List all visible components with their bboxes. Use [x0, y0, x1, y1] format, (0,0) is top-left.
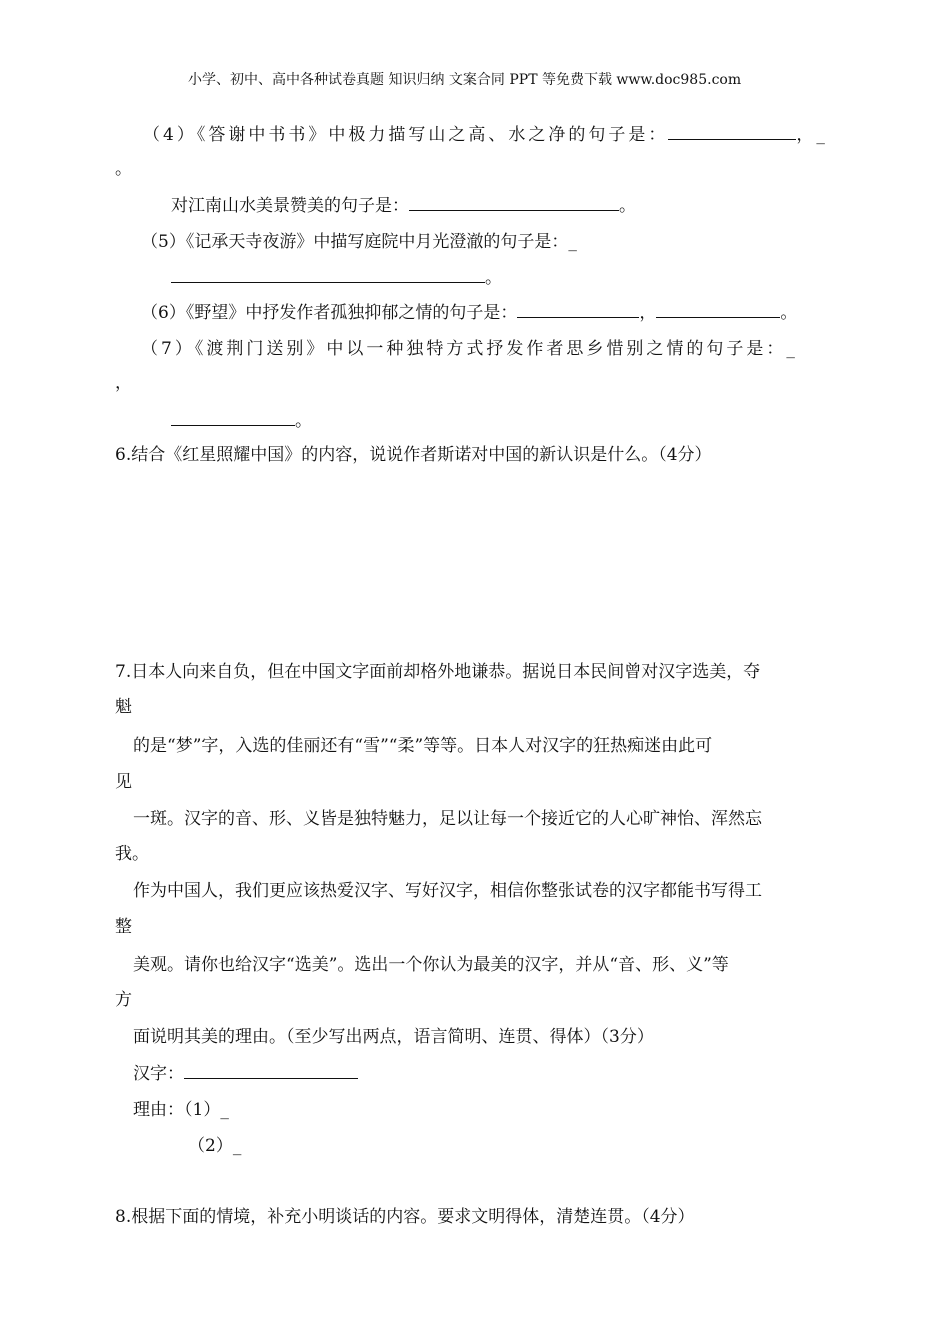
q7-line: 的是“梦”字，入选的佳丽还有“雪”“柔”等等。日本人对汉字的狂热痴迷由此可 — [133, 736, 713, 756]
period: 。 — [780, 303, 798, 323]
period: 。 — [295, 411, 312, 431]
q5-item4-prompt: （4）《答谢中书书》中极力描写山之高、水之净的句子是： — [143, 125, 669, 145]
q5-item4-tail: _ — [816, 125, 828, 145]
hanzi-answer-blank[interactable] — [184, 1064, 358, 1079]
q7-reason2: （2）_ — [188, 1136, 242, 1156]
q5-item7-answer — [171, 410, 312, 432]
q5-item5: （5）《记承天寺夜游》中描写庭院中月光澄澈的句子是：_ — [141, 232, 577, 252]
q7-line: 一斑。汉字的音、形、义皆是独特魅力，足以让每一个接近它的人心旷神怡、浑然忘 — [133, 809, 762, 829]
q5-item4-sub-prompt: 对江南山水美景赞美的句子是： — [171, 196, 409, 216]
answer-blank[interactable] — [668, 125, 796, 140]
page-header: 小学、初中、高中各种试卷真题 知识归纳 文案合同 PPT 等免费下载 www.doc985.com — [188, 72, 742, 88]
q7-line: 7.日本人向来自负，但在中国文字面前却格外地谦恭。据说日本民间曾对汉字选美，夺 — [115, 662, 761, 682]
q7-line: 整 — [115, 917, 132, 937]
answer-blank[interactable] — [171, 411, 295, 426]
q5-item4-sub — [171, 195, 636, 217]
comma: ， — [639, 303, 657, 323]
q7-line: 方 — [115, 990, 132, 1010]
hanzi-label: 汉字： — [133, 1064, 184, 1084]
q8-text: 8.根据下面的情境，补充小明谈话的内容。要求文明得体，清楚连贯。（4分） — [115, 1207, 695, 1227]
q7-line: 我。 — [115, 844, 149, 864]
answer-blank[interactable] — [656, 303, 780, 318]
q5-item4 — [143, 124, 828, 146]
q5-item4-end: 。 — [115, 159, 132, 179]
answer-blank[interactable] — [171, 268, 485, 283]
q7-line: 作为中国人，我们更应该热爱汉字、写好汉字，相信你整张试卷的汉字都能书写得工 — [133, 881, 762, 901]
q5-item7: （7）《渡荆门送别》中以一种独特方式抒发作者思乡惜别之情的句子是：_ — [141, 339, 798, 359]
period: 。 — [485, 268, 502, 288]
q7-reason1: 理由：（1）_ — [133, 1100, 229, 1120]
q5-item7-comma: ， — [115, 373, 132, 393]
q7-line: 见 — [115, 772, 132, 792]
q7-line: 美观。请你也给汉字“选美”。选出一个你认为最美的汉字，并从“音、形、义”等 — [133, 955, 729, 975]
q7-line: 魁 — [115, 697, 132, 717]
answer-blank[interactable] — [409, 196, 619, 211]
q7-line: 面说明其美的理由。（至少写出两点，语言简明、连贯、得体）（3分） — [133, 1027, 654, 1047]
answer-blank[interactable] — [517, 303, 639, 318]
q6-text: 6.结合《红星照耀中国》的内容，说说作者斯诺对中国的新认识是什么。（4分） — [115, 445, 712, 465]
q5-item6 — [141, 302, 797, 324]
period: 。 — [619, 196, 636, 216]
q5-item4-comma: ， — [796, 125, 817, 145]
q5-item6-prompt: （6）《野望》中抒发作者孤独抑郁之情的句子是： — [141, 303, 518, 323]
q7-hanzi-row — [133, 1063, 358, 1085]
q5-item5-answer — [171, 267, 502, 289]
